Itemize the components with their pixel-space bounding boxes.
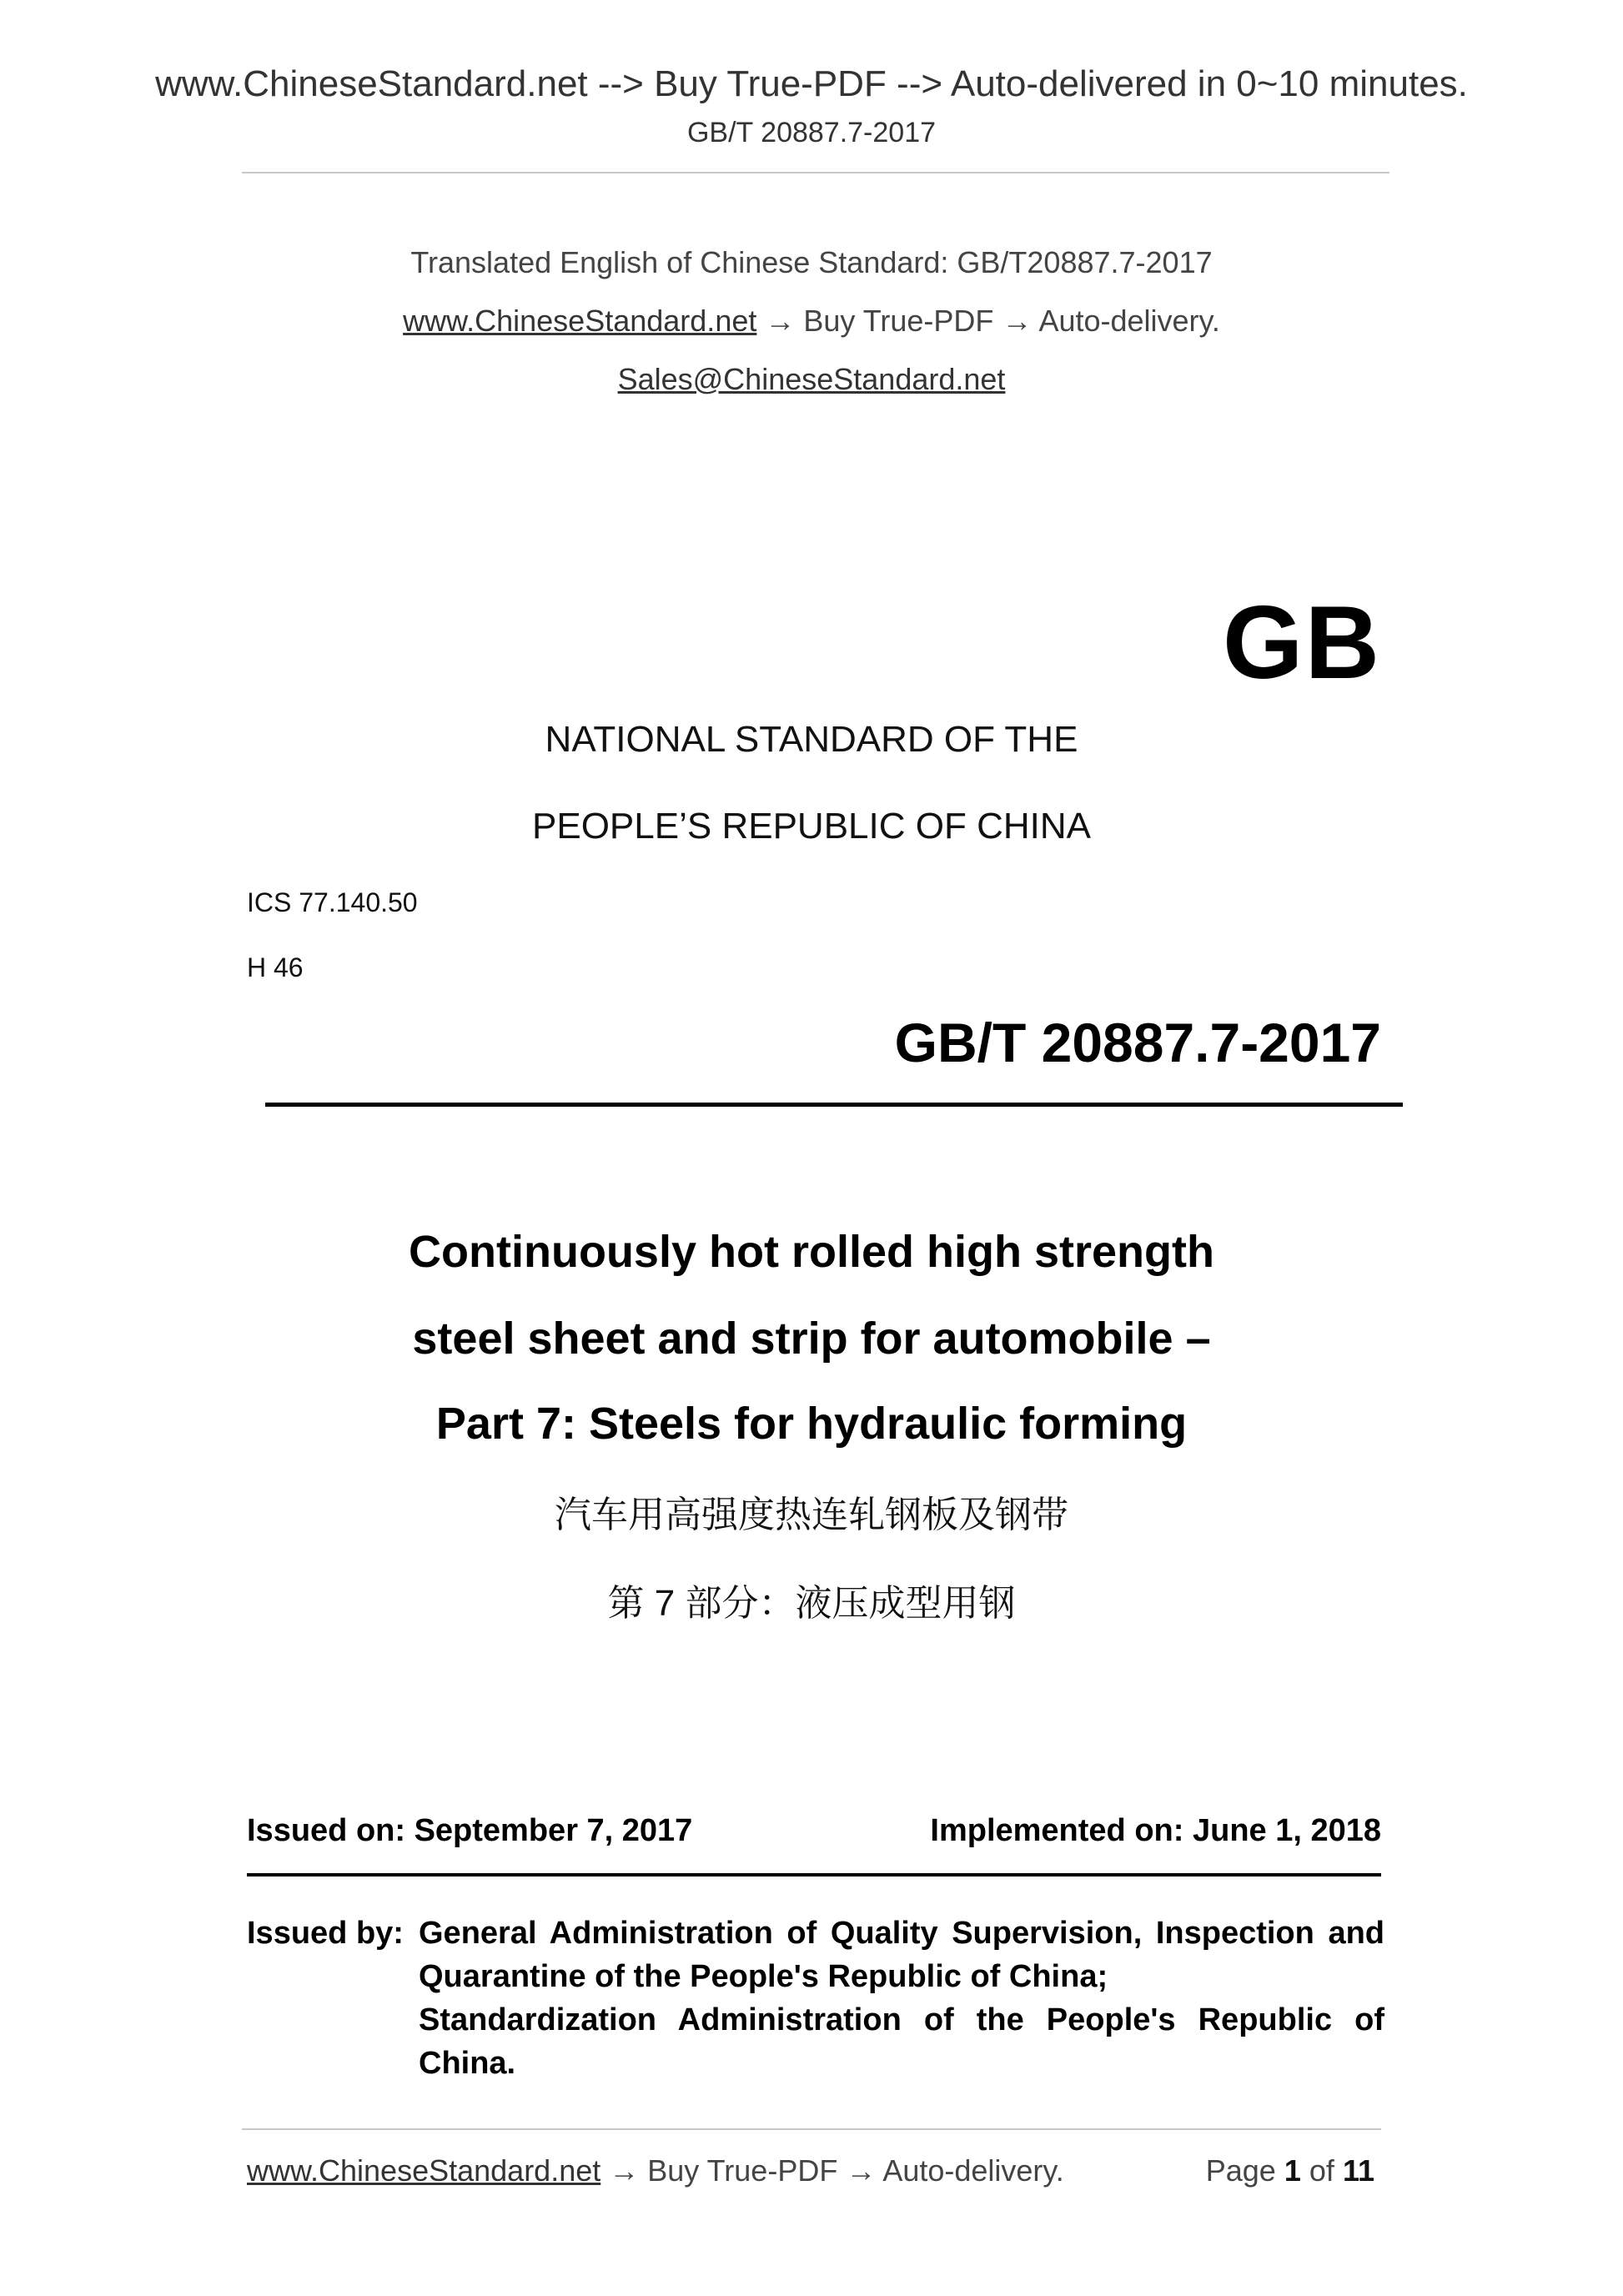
page-current: 1 (1284, 2153, 1301, 2188)
of-word: of (1309, 2153, 1334, 2188)
header-banner: www.ChineseStandard.net --> Buy True-PDF --> Auto-delivered in 0~10 minutes. (155, 63, 1468, 104)
title-line-2: steel sheet and strip for automobile – (412, 1314, 1211, 1364)
ics-code: ICS 77.140.50 (247, 887, 418, 917)
page-word: Page (1205, 2153, 1276, 2188)
implemented-on-date: Implemented on: June 1, 2018 (930, 1813, 1381, 1848)
issued-by-line-4: China. (419, 2046, 516, 2081)
page-indicator (1206, 2153, 1374, 2188)
gb-mark: GB (1223, 585, 1381, 701)
title-line-1: Continuously hot rolled high strength (409, 1227, 1214, 1277)
footer-purchase-line (247, 2153, 1064, 2188)
issued-by-line-3: Standardization Administration of the People's Republic of (419, 2002, 1384, 2037)
translated-notice: Translated English of Chinese Standard: GB/T20887.7-2017 (410, 245, 1213, 279)
intro-purchase-suffix: → Buy True-PDF → Auto-delivery. (756, 304, 1220, 338)
intro-site-link[interactable]: www.ChineseStandard.net (403, 304, 757, 338)
issued-by-block (247, 1912, 1384, 2085)
issued-by-label: Issued by: (247, 1916, 404, 1951)
h-code: H 46 (247, 952, 304, 982)
sales-email-link[interactable]: Sales@ChineseStandard.net (617, 362, 1006, 396)
header-divider (242, 172, 1389, 173)
sales-line (0, 362, 1623, 397)
chinese-title-line-1: 汽车用高强度热连轧钢板及钢带 (555, 1495, 1068, 1535)
chinese-title-line-2: 第 7 部分：液压成型用钢 (607, 1583, 1016, 1624)
standard-number: GB/T 20887.7-2017 (894, 1012, 1381, 1073)
intro-purchase-line (0, 304, 1623, 339)
issued-by-line-1: General Administration of Quality Supervision, Inspection and (419, 1916, 1384, 1951)
issued-on-date: Issued on: September 7, 2017 (247, 1813, 693, 1848)
page-total: 11 (1342, 2153, 1374, 2188)
dates-divider (247, 1873, 1381, 1876)
national-standard-line2: PEOPLE’S REPUBLIC OF CHINA (532, 806, 1091, 847)
header-standard-code: GB/T 20887.7-2017 (686, 117, 937, 148)
footer-purchase-suffix: → Buy True-PDF → Auto-delivery. (600, 2153, 1064, 2188)
footer-site-link[interactable]: www.ChineseStandard.net (247, 2153, 601, 2188)
footer-divider (242, 2128, 1381, 2130)
issued-by-line-2: Quarantine of the People's Republic of China; (419, 1959, 1108, 1994)
national-standard-line1: NATIONAL STANDARD OF THE (545, 719, 1078, 760)
standard-number-rule (265, 1103, 1403, 1107)
title-line-3: Part 7: Steels for hydraulic forming (435, 1399, 1188, 1449)
